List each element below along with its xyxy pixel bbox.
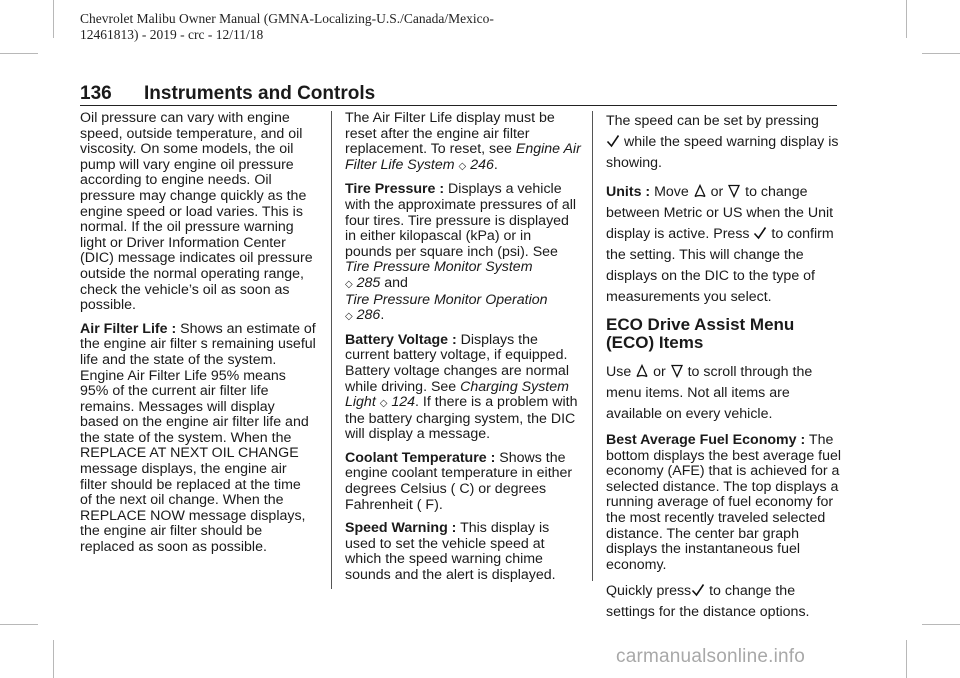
page-ref-286[interactable]: 286 <box>356 307 381 324</box>
checkmark-icon <box>606 134 620 148</box>
page-ref-arrow-icon: ◇ <box>345 311 353 323</box>
units-text-3: to confirm the setting. This will change the displays on the DIC to the type of measurements you select. <box>606 226 834 305</box>
down-arrow-icon <box>727 184 741 198</box>
quick-press-paragraph <box>606 581 842 623</box>
link-engine-air-filter[interactable]: Engine Air Filter Life System <box>345 141 581 173</box>
column-2 <box>345 111 581 592</box>
crop-mark <box>0 53 38 54</box>
battery-paragraph <box>345 333 581 443</box>
link-tpms-operation[interactable]: Tire Pressure Monitor Operation <box>345 291 548 308</box>
crop-mark <box>0 624 38 625</box>
crop-mark <box>922 624 960 625</box>
page-number: 136 <box>80 83 112 104</box>
column-3 <box>606 111 842 631</box>
crop-mark <box>53 0 54 38</box>
units-text: Move <box>650 184 693 200</box>
page-heading <box>80 84 837 106</box>
best-afe-text: The bottom displays the best average fuel economy (AFE) that is achieved for a selected distance. The top displays a running average of fuel economy for the most recently traveled selected distance. The center bar graph displays the instantaneous fuel economy. <box>606 432 842 573</box>
coolant-text: Shows the engine coolant temperature in either degrees Celsius ( C) or degrees Fahrenheit ( F). <box>345 449 573 513</box>
battery-text: Displays the current battery voltage, if equipped. Battery voltage changes are normal while driving. See <box>345 331 569 395</box>
page-ref-arrow-icon: ◇ <box>379 398 388 410</box>
column-1 <box>80 111 316 564</box>
page-ref-124[interactable]: 124 <box>391 394 416 411</box>
units-text-2: to change between Metric or US when the Unit display is active. Press <box>606 184 834 242</box>
reset-text: The Air Filter Life display must be reset after the engine air filter replacement. To reset, see <box>345 110 555 158</box>
eco-intro-paragraph <box>606 362 842 425</box>
up-arrow-icon <box>693 184 707 198</box>
column-divider <box>592 111 593 581</box>
meta-line-2: 12461813) - 2019 - crc - 12/11/18 <box>80 27 264 42</box>
crop-mark <box>922 53 960 54</box>
units-paragraph <box>606 182 842 308</box>
checkmark-icon <box>691 583 705 597</box>
up-arrow-icon <box>635 364 649 378</box>
units-label: Units : <box>606 184 651 200</box>
quick-press-text: Quickly press <box>606 583 692 600</box>
tire-pressure-paragraph: Tire Pressure : Displays a vehicle with the approximate pressures of all four tires. Tire pressure is displayed in either kilopascal (kPa) or in pounds per square inch (psi). See Tire Pressure Monitor System ◇ 285 and Tire Pressure Monitor Operation ◇ 286. <box>345 181 577 324</box>
eco-intro-text: to scroll through the menu items. Not all items are available on every vehicle. <box>606 364 813 422</box>
crop-mark <box>53 640 54 678</box>
page-ref-285[interactable]: 285 <box>356 274 381 291</box>
crop-mark <box>906 0 907 38</box>
and-text: and <box>380 274 408 291</box>
page-ref-246[interactable]: 246 <box>470 156 494 173</box>
coolant-paragraph <box>345 451 581 513</box>
best-afe-label: Best Average Fuel Economy : <box>606 432 806 448</box>
reset-paragraph: The Air Filter Life display must be reset after the engine air filter replacement. To reset, see Engine Air Filter Life System ◇ 246. <box>345 110 581 173</box>
tire-pressure-label: Tire Pressure : <box>345 181 445 198</box>
battery-text-2: . If there is a problem with the battery charging system, the DIC will display a message. <box>345 394 578 443</box>
speed-set-text: The speed can be set by pressing <box>606 113 819 129</box>
air-filter-paragraph <box>80 322 316 556</box>
quick-press-text-2: to change the settings for the distance options. <box>606 583 810 621</box>
speed-set-text-2: while the speed warning display is showing. <box>606 134 839 171</box>
oil-pressure-paragraph: Oil pressure can vary with engine speed, outside temperature, and oil viscosity. On some models, the oil pump will vary engine oil pressure according to engine needs. Oil pressure may change quickly as the engine speed or load varies. This is normal. If the oil pressure warning light or Driver Information Center (DIC) message indicates oil pressure outside the normal operating range, check the vehicle’s oil as soon as possible. <box>80 110 313 314</box>
tire-pressure-text: Displays a vehicle with the approximate pressures of all four tires. Tire pressure is displayed in either kilopascal (kPa) or in pounds per square inch (psi). See <box>345 181 577 260</box>
column-divider <box>331 111 332 589</box>
speed-set-paragraph <box>606 111 842 174</box>
eco-use-text: Use <box>606 364 636 380</box>
watermark: carmanualsonline.info <box>616 646 806 667</box>
coolant-label: Coolant Temperature : <box>345 449 496 466</box>
or-text: or <box>649 364 670 380</box>
best-afe-paragraph <box>606 433 842 573</box>
page-ref-arrow-icon: ◇ <box>345 278 353 290</box>
crop-mark <box>906 640 907 678</box>
eco-section-heading: ECO Drive Assist Menu (ECO) Items <box>606 315 795 352</box>
battery-voltage-label: Battery Voltage : <box>345 331 457 348</box>
speed-warning-text: This display is used to set the vehicle speed at which the speed warning chime sounds and the alert is displayed. <box>345 520 556 584</box>
link-charging-system-light[interactable]: Charging System Light <box>345 378 569 411</box>
link-tpms[interactable]: Tire Pressure Monitor System <box>345 259 533 276</box>
air-filter-label: Air Filter Life : <box>80 320 177 337</box>
page-ref-arrow-icon: ◇ <box>458 160 467 172</box>
down-arrow-icon <box>670 364 684 378</box>
meta-line-1: Chevrolet Malibu Owner Manual (GMNA-Localizing-U.S./Canada/Mexico- <box>80 11 494 26</box>
or-text: or <box>706 184 728 200</box>
speed-warning-paragraph <box>345 521 581 583</box>
air-filter-text: Shows an estimate of the engine air filter s remaining useful life and the state of the system. Engine Air Filter Life 95% means 95% of the current air filter life remains. Messages will display based on the engine air filter life and the state of the system. When the REPLACE AT NEXT OIL CHANGE message displays, the engine air filter should be replaced at the time of the next oil change. When the REPLACE NOW message displays, the engine air filter should be replaced as soon as possible. <box>80 320 316 556</box>
document-meta-header <box>80 11 600 43</box>
checkmark-icon <box>753 226 767 240</box>
section-title: Instruments and Controls <box>144 83 376 104</box>
speed-warning-label: Speed Warning : <box>345 520 457 537</box>
